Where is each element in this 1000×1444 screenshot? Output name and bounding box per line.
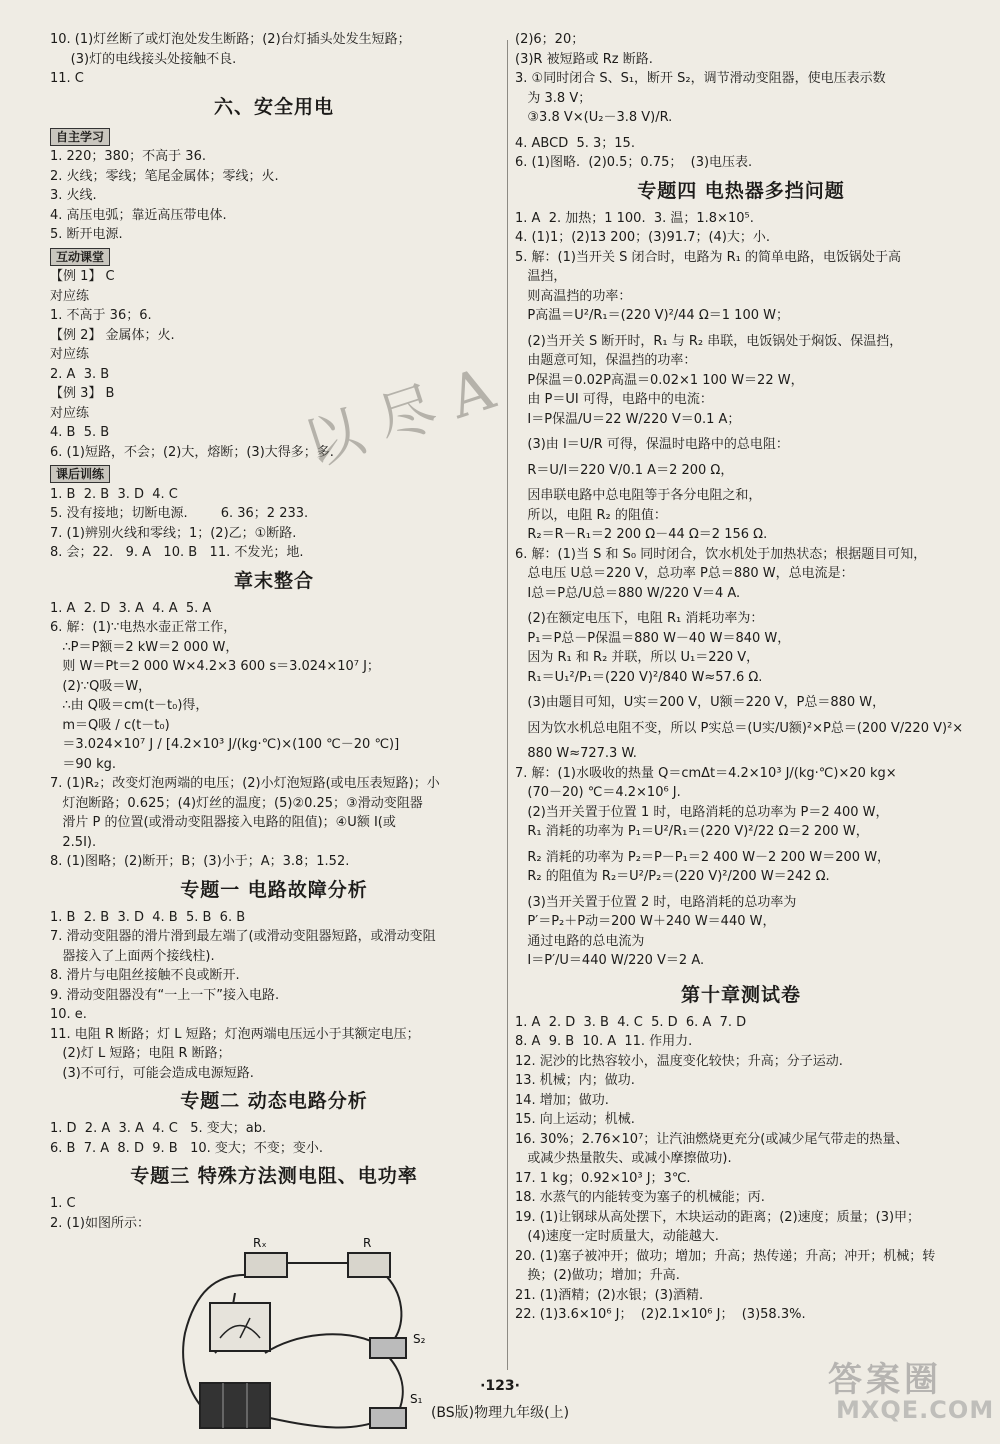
answer-line: ＝3.024×10⁷ J / [4.2×10³ J/(kg·℃)×(100 ℃－20 ℃)] xyxy=(50,737,400,752)
answer-line: 12. 泥沙的比热容较小，温度变化较快；升高；分子运动. xyxy=(515,1053,843,1069)
section-heading: 第十章测试卷 xyxy=(680,983,801,1006)
answer-line: (4)速度一定时质量大，动能越大. xyxy=(515,1229,719,1244)
answer-line: 5. 没有接地；切断电源. 6. 36；2 233. xyxy=(50,506,309,521)
answer-line: m＝Q吸 / c(t－t₀) xyxy=(50,717,170,733)
answer-line: 6. B 7. A 8. D 9. B 10. 变大；不变；变小. xyxy=(50,1140,324,1156)
answer-line: (3)当开关置于位置 2 时，电路消耗的总功率为 xyxy=(515,894,797,910)
section-tag: 自主学习 xyxy=(50,128,110,146)
label-s1: S₁ xyxy=(410,1392,423,1406)
answer-line: 10. e. xyxy=(50,1007,87,1022)
circuit-wire xyxy=(265,1334,375,1353)
answer-line: ③3.8 V×(U₂－3.8 V)/R. xyxy=(515,110,673,125)
answer-line: 21. (1)酒精；(2)水银；(3)酒精. xyxy=(515,1287,704,1303)
answer-line: 1. D 2. A 3. A 4. C 5. 变大；ab. xyxy=(50,1121,267,1136)
answer-line: (2)当开关置于位置 1 时，电路消耗的总功率为 P＝2 400 W， xyxy=(515,804,889,820)
label-s2: S₂ xyxy=(413,1332,426,1346)
answer-line: 总电压 U总＝220 V，总功率 P总＝880 W，总电流是： xyxy=(515,566,854,581)
answer-line: 15. 向上运动；机械. xyxy=(515,1112,635,1127)
answer-line: 4. 高压电弧；靠近高压带电体. xyxy=(50,207,227,223)
answer-line: 11. C xyxy=(50,71,84,86)
answer-line: 8. 会；22. 9. A 10. B 11. 不发光；地. xyxy=(50,545,304,560)
resistor-r xyxy=(348,1253,390,1277)
answer-line: 8. (1)图略；(2)断开；B；(3)小于；A；3.8；1.52. xyxy=(50,854,350,869)
watermark-line1: 答案圈 xyxy=(828,1360,942,1400)
answer-line: 6. 解：(1)当 S 和 S₀ 同时闭合，饮水机处于加热状态；根据题目可知， xyxy=(515,546,927,562)
tag-row xyxy=(50,125,498,148)
answer-line: 对应练 xyxy=(50,347,90,362)
answer-line: 7. 滑动变阻器的滑片滑到最左端了(或滑动变阻器短路，或滑动变阻 xyxy=(50,929,436,944)
answer-line: (70－20) ℃＝4.2×10⁶ J. xyxy=(515,785,681,800)
handwritten-scribble: 以 尽 A xyxy=(295,354,503,480)
section-heading: 专题一 电路故障分析 xyxy=(180,878,368,901)
answer-line: R₁＝U₁²/P₁＝(220 V)²/840 W≈57.6 Ω. xyxy=(515,669,763,685)
section-heading: 专题四 电热器多挡问题 xyxy=(637,179,845,202)
answer-line: 2. (1)如图所示： xyxy=(50,1215,150,1231)
resistor-rx xyxy=(245,1253,287,1277)
answer-line: 2.5I). xyxy=(50,834,97,850)
watermark-logo xyxy=(828,1352,995,1432)
label-r: R xyxy=(363,1236,372,1250)
section-tag: 课后训练 xyxy=(50,465,110,483)
answer-line: 6. 解：(1)∵电热水壶正常工作， xyxy=(50,620,237,635)
answer-line: 7. 解：(1)水吸收的热量 Q＝cmΔt＝4.2×10³ J/(kg·℃)×20 kg× xyxy=(515,765,897,781)
answer-line: 1. A 2. D 3. A 4. A 5. A xyxy=(50,600,212,616)
footer-title: (BS版)物理九年级(上) xyxy=(430,1405,570,1421)
answer-line: P保温＝0.02P高温＝0.02×1 100 W＝22 W， xyxy=(515,372,804,388)
tag-row xyxy=(50,245,498,268)
answer-line: 16. 30%；2.76×10⁷；让汽油燃烧更充分(或减少尾气带走的热量、 xyxy=(515,1131,909,1147)
answer-line: 9. 滑动变阻器没有“一上一下”接入电路. xyxy=(50,987,280,1003)
label-rx: Rₓ xyxy=(253,1236,267,1250)
answer-line: ∴P＝P额＝2 kW＝2 000 W， xyxy=(50,639,239,655)
answer-line: (2)在额定电压下，电阻 R₁ 消耗功率为： xyxy=(515,611,764,626)
answer-line: 22. (1)3.6×10⁶ J； (2)2.1×10⁶ J； (3)58.3%. xyxy=(515,1307,806,1322)
answer-line: 20. (1)塞子被冲开；做功；增加；升高；热传递；升高；冲开；机械；转 xyxy=(515,1248,936,1264)
answer-line: 由题意可知，保温挡的功率： xyxy=(515,353,697,368)
answer-line: 6. (1)图略. (2)0.5；0.75； (3)电压表. xyxy=(515,155,753,170)
section-heading: 专题二 动态电路分析 xyxy=(180,1090,368,1112)
answer-line: R₂ 消耗的功率为 P₂＝P－P₁＝2 400 W－2 200 W＝200 W， xyxy=(515,849,891,865)
answer-line: 由 P＝UI 可得，电路中的电流： xyxy=(515,392,713,407)
answer-line: (2)6；20； xyxy=(515,32,585,47)
answer-line: I总＝P总/U总＝880 W/220 V＝4 A. xyxy=(515,585,741,601)
column-divider xyxy=(507,40,508,1370)
answer-line: (3)不可行，可能会造成电源短路. xyxy=(50,1065,254,1081)
answer-line: 【例 1】 C xyxy=(50,269,115,284)
answer-line: P高温＝U²/R₁＝(220 V)²/44 Ω＝1 100 W； xyxy=(515,308,789,323)
answer-line: (3)由题目可知，U实＝200 V，U额＝220 V，P总＝880 W， xyxy=(515,695,886,710)
answer-line: 19. (1)让钢球从高处摆下，木块运动的距离；(2)速度；质量；(3)甲； xyxy=(515,1209,921,1225)
answer-line: 或减少热量散失、或减小摩擦做功). xyxy=(515,1151,732,1166)
answer-line: 因为饮水机总电阻不变，所以 P实总＝(U实/U额)²×P总＝(200 V/220 V)²× xyxy=(515,720,964,736)
answer-line: 11. 电阻 R 断路；灯 L 短路；灯泡两端电压远小于其额定电压； xyxy=(50,1026,420,1042)
answer-line: 温挡， xyxy=(515,269,567,284)
answer-line: 灯泡断路；0.625；(4)灯丝的温度；(5)②0.25；③滑动变阻器 xyxy=(50,795,423,811)
answer-line: R＝U/I＝220 V/0.1 A＝2 200 Ω， xyxy=(515,462,734,478)
answer-line: 滑片 P 的位置(或滑动变阻器接入电路的阻值)；④U额 I(或 xyxy=(50,815,396,830)
answer-line xyxy=(515,971,967,977)
answer-line: (3)由 I＝U/R 可得，保温时电路中的总电阻： xyxy=(515,437,789,452)
answer-line: 6. (1)短路，不会；(2)大，熔断；(3)大得多；多. xyxy=(50,444,334,460)
answer-line: 3. ①同时闭合 S、S₁，断开 S₂，调节滑动变阻器，使电压表示数 xyxy=(515,71,886,86)
page-number: ·123· xyxy=(480,1378,520,1394)
right-column xyxy=(515,30,967,1325)
answer-line: 1. B 2. B 3. D 4. B 5. B 6. B xyxy=(50,909,246,925)
answer-line: 【例 3】 B xyxy=(50,386,115,401)
answer-line: 4. (1)1；(2)13 200；(3)91.7；(4)大；小. xyxy=(515,230,771,245)
answer-line: (3)R 被短路或 Rz 断路. xyxy=(515,51,653,67)
answer-line: 10. (1)灯丝断了或灯泡处发生断路；(2)台灯插头处发生短路； xyxy=(50,32,411,47)
answer-line: 5. 断开电源. xyxy=(50,227,123,242)
answer-line: 13. 机械；内；做功. xyxy=(515,1073,635,1088)
section-tag: 互动课堂 xyxy=(50,248,110,266)
answer-line: 18. 水蒸气的内能转变为塞子的机械能；丙. xyxy=(515,1190,765,1205)
answer-line: P′＝P₂＋P动＝200 W＋240 W＝440 W， xyxy=(515,914,776,929)
section-heading: 专题三 特殊方法测电阻、电功率 xyxy=(130,1165,418,1187)
answer-line: 对应练 xyxy=(50,405,90,421)
left-column xyxy=(50,30,498,1443)
answer-line: 8. 滑片与电阻丝接触不良或断开. xyxy=(50,968,240,983)
answer-line: 14. 增加；做功. xyxy=(515,1092,609,1108)
answer-line: 880 W≈727.3 W. xyxy=(515,746,637,761)
answer-line: 对应练 xyxy=(50,288,90,304)
answer-line: (2)灯 L 短路；电阻 R 断路； xyxy=(50,1046,231,1061)
circuit-wire xyxy=(383,1273,401,1338)
answer-line: 1. B 2. B 3. D 4. C xyxy=(50,486,178,502)
answer-line: 7. (1)辨别火线和零线；1；(2)乙；①断路. xyxy=(50,525,297,541)
answer-line: I＝P′/U＝440 W/220 V＝2 A. xyxy=(515,953,705,968)
answer-line: 1. 220；380；不高于 36. xyxy=(50,149,206,164)
switch-s2 xyxy=(370,1338,406,1358)
answer-line: 5. 解：(1)当开关 S 闭合时，电路为 R₁ 的简单电路，电饭锅处于高 xyxy=(515,249,901,265)
answer-line: 4. ABCD 5. 3；15. xyxy=(515,135,635,151)
answer-line: (2)∵Q吸＝W， xyxy=(50,678,152,694)
answer-line: 因为 R₁ 和 R₂ 并联，所以 U₁＝220 V， xyxy=(515,650,760,665)
section-heading: 章末整合 xyxy=(233,569,314,592)
answer-line: 器接入了上面两个接线柱). xyxy=(50,948,215,964)
answer-line: 为 3.8 V； xyxy=(515,90,592,106)
answer-line: 1. A 2. 加热；1 100. 3. 温；1.8×10⁵. xyxy=(515,210,754,226)
answer-line: 17. 1 kg；0.92×10³ J；3℃. xyxy=(515,1170,691,1186)
answer-line: R₁ 消耗的功率为 P₁＝U²/R₁＝(220 V)²/22 Ω＝2 200 W， xyxy=(515,824,869,839)
answer-line: 【例 2】 金属体；火. xyxy=(50,327,175,343)
answer-line: 换；(2)做功；增加；升高. xyxy=(515,1268,680,1283)
answer-line: 1. A 2. D 3. B 4. C 5. D 6. A 7. D xyxy=(515,1014,747,1030)
answer-line: 则高温挡的功率： xyxy=(515,288,632,304)
answer-line: 则 W＝Pt＝2 000 W×4.2×3 600 s＝3.024×10⁷ J； xyxy=(50,659,380,674)
tag-row xyxy=(50,462,498,485)
answer-line: 因串联电路中总电阻等于各分电阻之和， xyxy=(515,488,762,503)
answer-line: R₂ 的阻值为 R₂＝U²/P₂＝(220 V)²/200 W＝242 Ω. xyxy=(515,869,830,884)
answer-line: 1. C xyxy=(50,1196,76,1211)
answer-line: ＝90 kg. xyxy=(50,756,116,772)
answer-line: ∴由 Q吸＝cm(t－t₀)得， xyxy=(50,698,209,713)
answer-line: I＝P保温/U＝22 W/220 V＝0.1 A； xyxy=(515,411,741,427)
answer-line: 所以，电阻 R₂ 的阻值： xyxy=(515,507,667,523)
answer-line: P₁＝P总－P保温＝880 W－40 W＝840 W， xyxy=(515,630,791,646)
answer-line: 2. A 3. B xyxy=(50,366,110,382)
watermark-line2: MXQE.COM xyxy=(836,1396,995,1424)
answer-line: 7. (1)R₂；改变灯泡两端的电压；(2)小灯泡短路(或电压表短路)；小 xyxy=(50,776,440,791)
answer-line: 4. B 5. B xyxy=(50,425,110,440)
answer-line: 2. 火线；零线；笔尾金属体；零线；火. xyxy=(50,168,279,184)
answer-line: (2)当开关 S 断开时，R₁ 与 R₂ 串联，电饭锅处于焖饭、保温挡， xyxy=(515,333,903,349)
answer-line: 通过电路的总电流为 xyxy=(515,933,645,949)
answer-line: 3. 火线. xyxy=(50,188,97,203)
answer-line: R₂＝R－R₁＝2 200 Ω－44 Ω＝2 156 Ω. xyxy=(515,527,768,542)
answer-line: 8. A 9. B 10. A 11. 作用力. xyxy=(515,1034,693,1049)
answer-line: 1. 不高于 36；6. xyxy=(50,308,152,323)
section-heading: 六、安全用电 xyxy=(213,95,334,118)
voltmeter xyxy=(210,1303,270,1351)
answer-line: (3)灯的电线接头处接触不良. xyxy=(50,51,237,67)
